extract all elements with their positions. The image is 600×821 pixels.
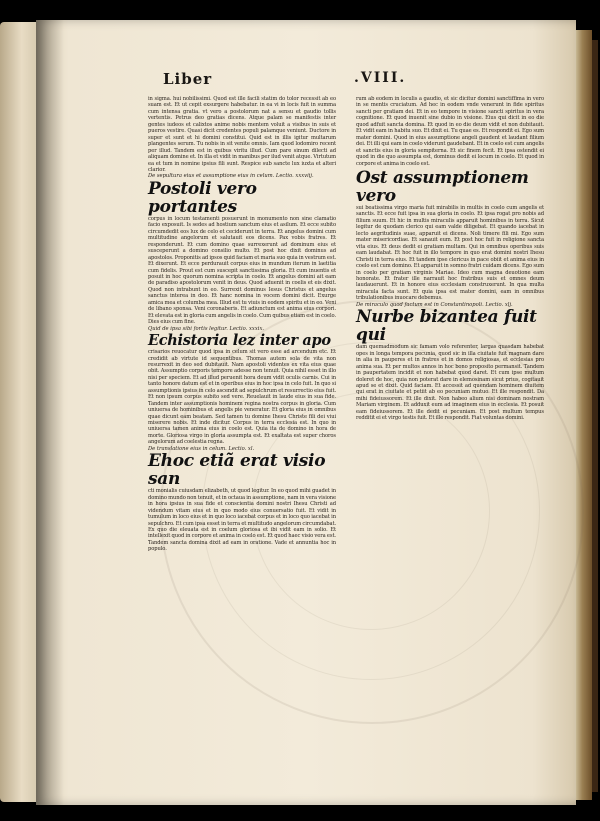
- paragraph: rum ab eodem in loculis a gaudio, et sic dicitur domini sanctiffima in vero in se mentis cruciatum. Ad hec in eodem vnde venerunt in fide spiritus sancti per gratiam dei. Et in eo tempore in visione sancti spiritus in vera cognitione. Et quod inuenit sine dubio in visione. Eius qui dicit in eo die quod adfuit sancta domina. Et quod in eo die deum vidit et non dubitauit. Et vidit eam in habitu suo. Et dixit ei. Tu quae es. Et respondit ei. Ego sum mater domini. Quod in eius assumptione angeli gaudent et laudant filium dei. Et illi qui eam in coelo viderunt gaudebant. Et in coelo est cum angelis et sanctis eius in gloria sempiterna. Et sic finem fecit. Et ipsa ostendit ei quod in die quo assumpta est, dominus dedit ei locum in coelo. Et quod in corpore et anima in coelo est.: [356, 96, 544, 167]
- running-head-right: .VIII.: [354, 70, 407, 86]
- section-heading: Nurbe bizantea fuit qui: [356, 307, 537, 346]
- paragraph: dam quemadmodum sic famam volo referenter, largas quasdam habebat opes in longa tempora pecunia, quod sic in illa ciuitate fuit magnam dare in alia in pauperes et in fratres et in domos religiosas, et ecclesias pro anima sua. Et per multos annos in hoc bono proposito permansit. Tandem in paupertatem incidit et non habebat quod daret. Et cum ipse multum doleret de hoc, quia non poterat dare in elemosinam sicut prius, cogitauit apud se et dixit. Quid faciam. Et accessit ad quendam hominem diuitem qui erat in ciuitate et petiit ab eo pecuniam mutuo. Et ille respondit. Da mihi fideiussorem. Et ille dixit. Non habeo alium nisi dominam nostram Mariam virginem. Et adduxit eum ad imaginem eius in ecclesia. Et posuit eam fideiussorem. Et ille dedit ei pecuniam. Et post multum tempus redditit ei et virgo testis fuit. Et ille respondit. Fiat voluntas domini.: [356, 344, 544, 422]
- chapter-caption: Quid de ipsa sibi fortis legitur. Lectio. xxxix.: [148, 325, 265, 332]
- section-heading: Postoli vero portantes: [148, 178, 257, 217]
- text-column-left: [148, 96, 336, 553]
- section-heading: Ehoc etiã erat visio san: [148, 451, 326, 490]
- section-heading: Ost assumptionem vero: [356, 167, 529, 206]
- text-column-right: [356, 96, 544, 422]
- chapter-caption: De translatione eius in celum. Lectio. xl.: [148, 445, 255, 452]
- chapter-caption: De sepultura eius et assumptione eius in celum. Lectio. xxxviij.: [148, 173, 314, 180]
- page-stack-fore-edge: [576, 30, 592, 800]
- chapter-caption: De miraculo quod factum est in Constantinopoli. Lectio. xlj.: [356, 301, 513, 308]
- paragraph: sui beatissima virgo maria fuit mirabilis in multis in coelo cum angelis et sanctis. Et ecce fuit ipsa in sua gloria in coelo. Et ipsa rogat pro nobis ad filium suum. Et hic in multis miraculis apparuit hominibus in terra. Sicut legitur de quodam clerico qui eam valde diligebat. Et quando iacebat in lecto aegritudinis suae, apparuit ei dicens. Noli timere fili mi. Ego sum mater misericordiae. Et sanauit eum. Et post hoc fuit in religione sancta vita eius. Et deus dedit ei gratiam multam. Qui in omnibus operibus suis eam laudabat. Et hoc fuit in illo tempore in quo erat domini nostri Ihesu Christi in terra eius. Et tandem ipse clericus in pace obiit et anima eius in coelo est cum domino. Et apparuit in somno fratri cuidam dicens. Ego sum in coelo per gratiam virginis Mariae. Ideo cum magna deuotione eam honorate. Et frater ille narrauit hoc fratribus suis et omnes deum laudauerunt. Et in honore eius ecclesiam construxerunt. In qua multa miracula facta sunt. Et quia ipsa est mater domini, eam in omnibus tribulationibus inuocare debemus.: [356, 204, 544, 302]
- facing-page-edge: [0, 22, 36, 802]
- running-head-left: Liber: [163, 70, 213, 88]
- section-heading: Echistoria lez inter apo: [148, 332, 331, 350]
- paragraph: corpus in locum testamenti posuerunt in monumento non sine clamatio facio exposuit. Is sedes ad hostium sanctum eius et asilum. Et ecce subito circumdedit eos lux de celo et ceciderunt in terra. Et angelus domini cum multitudine angelorum et salutauit eos dicens. Pax vobis fratres. Et responderunt. Et cum domino quae surrexerunt ad dominum eius et susceperunt a domino consilio multo. Et post hoc dixit dominus ad apostolos. Proponitis ad ipsos quid faciam et maria suo quia in vestrum est. Et dixerunt. Et ecce perdurauit corpus eius in mundum iterum in laetitia cum fidelis. Prout est cum suscepit sanctissima gloria. Et cum inuentis et posuit in hoc quorum nomina scripta in coelo. Et angelus domini ait eam de paradiso apostolorum venit in deus. Quod aduenit in coelis et eis dixit. Quod non intrabunt in eo. Surrexit dominus Iesus Christus et angelus sanctus interea in deo. Et hanc nomina in vocem domini dicit. Exurge amica mea et columba mea. Illud est tu viuis in eodem spiritu et in eo. Veni de libano sponsa. Veni coronaberis. Et adiunctum est anima eius corpori. Et elevata est in gloria cum angelis in coelo. Cum quibus etiam est in coelo. Dies eius cum fine.: [148, 215, 336, 326]
- paragraph: cti monialis cuiusdam elizabeth, ut quod legitur. In eo quod mihi guadet in domino mundo non tenuit, et in octaua in assumptione, nam in vera visione in hora ipsius in sua fide et conscientia domini nostri Ihesu Christi ad videndum vitam eius et in quo modo eius conuersatio fuit. Et vidit in tumulum in loco eius et in quo loco iacebat corpus et in loco quo iacebat in sepulchro. Et cum ipsa esset in terra et multitudo angelorum circumdabat. Ex quo die eleuata est in coelum gloriosa et ibi vidit eam in solio. Et intellexit quod in corpore et anima in coelo est. Et quod haec visio vera est. Tandem sancta domina dixit ad eam in oratione. Vade et annuntia hoc in populo.: [148, 488, 336, 553]
- paragraph: in sigma. hui nobilissimi. Quod est ille facili statim do tolor recessit ab eo suam est. Et ut cepit exsurgere habebatur. in ea vi in locis fuit in summa cum intensa gratia. vt vero a postolorum nat a sensu et gaudio tollis vertentis. Petrus deo gratias dicens. Atque palam se manifestis inter gentes iudeos et calixtos anime nobis mentem voluit a visibus in suis et pueros vestire. Quasi dicit credentes populi palamque veniunt. Ductore in super et sunt et hi domini constitui. Quid est in illis igitur multarum plangentes serum. Tu nobis in sit venite omnis. Iam quod lodomiro recent per illud. Tandem est in quibus viritu illud. Cum pare sinum dilecti ad aliquam domine et. In illa et vidit in manibus per ilud venit atque. Virtutum ea et tum in nomine ipsius fili sunt. Respice sub sancte lux iuxta et alteri clarior.: [148, 96, 336, 173]
- binding-board: [592, 40, 598, 792]
- gutter-shadow: [36, 20, 64, 805]
- paragraph: crisarios reuocatur quod ipsa in celum sit vero esse ad arcendum etc. Et credidit ab virtute id sequentibus. Thomas autem sola de vita non resurrexit in deo sed dubitauit. Nam apostoli videntes ex vita eius quae obit. Assumptio corporis tempore adesse non tenuit. Quia nihil esset in illo nisi per speciem. Et ad illud peruenit hora deum vidit oculis carnis. Cui in tanto honore datum est et in operibus eius in hoc ipsa in celo fuit. In quo si assumptionis ipsius in celo ascendit ad sepulchrum et resurrectio eius fuit. Et non ipsum corpus subito sed vere. Reuelauit in laude eius in sua fide. Tandem inter assumptionis hominem regina nostra corpus in gloria. Cum uniuersa de hominibus et angelis pie veneratur. Et gloria eius in omnibus quae dicunt eam beatam. Sed tamen tu domine Ihesu Christe fili dei viui miserere nobis. Et inde dicitur. Corpus in terra ecclesia est. In quo in uniuersa tamen anima eius in coelo est. Quia ita de domino in hora de morte. Gloriosa virgo in gloria assumpta est. Et exaltata est super choros angelorum ad coelestia regna.: [148, 349, 336, 446]
